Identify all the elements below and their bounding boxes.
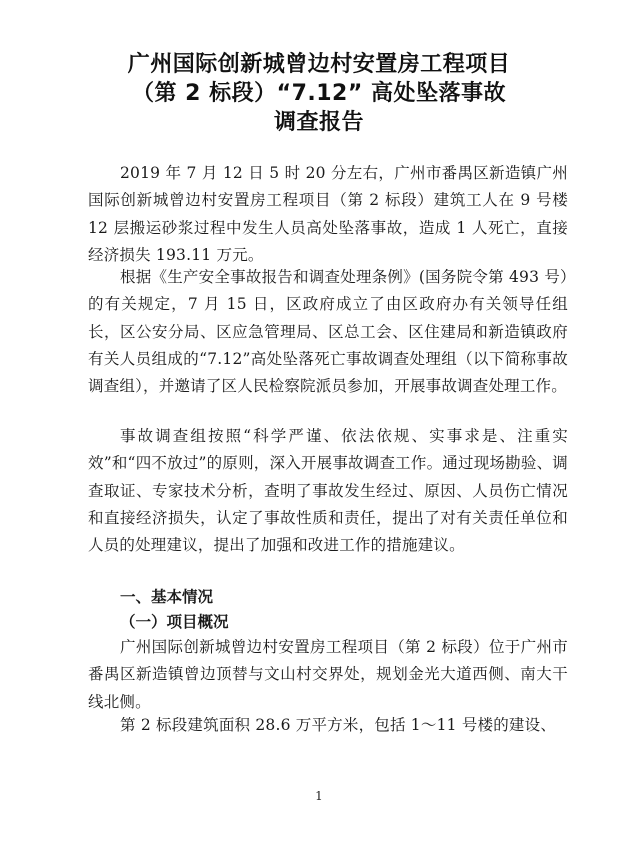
subsection-heading-project-overview: （一）项目概况 [120,613,229,631]
paragraph-investigation-principles: 事故调查组按照“科学严谨、依法依规、实事求是、注重实效”和“四不放过”的原则，深入开展事故调查工作。通过现场勘验、调查取证、专家技术分析，查明了事故发生经过、原因、人员伤亡情况和直接经济损失，认定了事故性质和责任，提出了对有关责任单位和人员的处理建议，提出了加强和改进工作的措施建议。 [88,427,568,555]
document-title-line-3: 调查报告 [273,110,364,135]
section-heading-basic-info: 一、基本情况 [120,588,214,606]
paragraph-incident-summary: 2019 年 7 月 12 日 5 时 20 分左右，广州市番禺区新造镇广州国际创新城曾边村安置房工程项目（第 2 标段）建筑工人在 9 号楼 12 层搬运砂浆过程中发生人员高处坠落事故，造成 1 人死亡，直接经济损失 193.11 万元。 [88,164,568,264]
page-number: 1 [315,789,323,803]
paragraph-project-scope: 第 2 标段建筑面积 28.6 万平方米，包括 1～11 号楼的建设、 [120,716,557,734]
document-title-line-1: 广州国际创新城曾边村安置房工程项目 [127,52,511,77]
paragraph-investigation-setup: 根据《生产安全事故报告和调查处理条例》(国务院令第 493 号）的有关规定，7 月 15 日，区政府成立了由区政府办有关领导任组长，区公安分局、区应急管理局、区总工会、区住建局和新造镇政府有关人员组成的“7.12”高处坠落死亡事故调查处理组（以下简称事故调查组），并邀请了区人民检察院派员参加，开展事故调查处理工作。 [88,268,568,396]
paragraph-project-location: 广州国际创新城曾边村安置房工程项目（第 2 标段）位于广州市番禺区新造镇曾边顶替与文山村交界处，规划金光大道西侧、南大干线北侧。 [88,638,568,711]
document-title-line-2: （第 2 标段）“7.12” 高处坠落事故 [132,81,506,106]
